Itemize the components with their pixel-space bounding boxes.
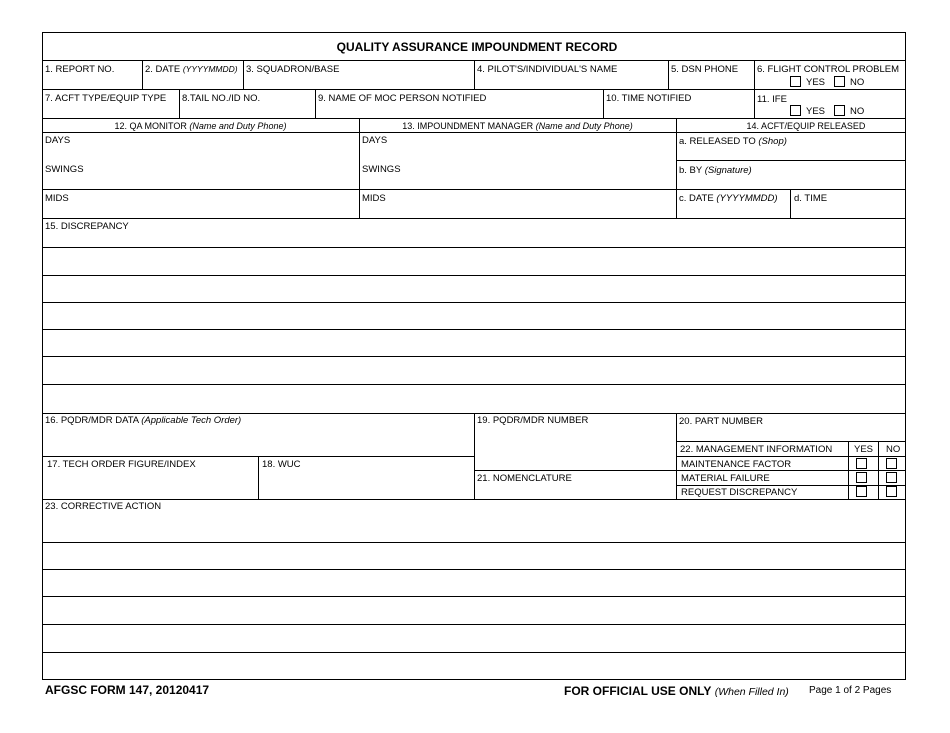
pqdr-note: (Applicable Tech Order) <box>141 415 242 426</box>
im-mids-label: MIDS <box>362 193 386 204</box>
qa-monitor-note: (Name and Duty Phone) <box>189 121 287 131</box>
qa-swings-label: SWINGS <box>45 164 84 175</box>
imp-manager-note: (Name and Duty Phone) <box>535 121 633 131</box>
request-discrepancy-yes-checkbox[interactable] <box>856 486 867 497</box>
rule <box>754 60 755 118</box>
wuc-label: 18. WUC <box>262 459 301 470</box>
pqdr-number-label: 19. PQDR/MDR NUMBER <box>477 415 589 426</box>
tail-no-label: 8.TAIL NO./ID NO. <box>182 93 261 104</box>
squadron-field[interactable] <box>244 75 474 88</box>
mgmt-yes-header: YES <box>854 444 874 455</box>
released-to-note: (Shop) <box>758 136 787 147</box>
maintenance-factor-no-checkbox[interactable] <box>886 458 897 469</box>
report-no-field[interactable] <box>43 75 142 88</box>
ife-no-label: NO <box>850 106 865 117</box>
im-swings-label: SWINGS <box>362 164 401 175</box>
mgmt-no-header: NO <box>886 444 901 455</box>
request-discrepancy-no-checkbox[interactable] <box>886 486 897 497</box>
rule <box>676 485 906 486</box>
by-text: b. BY <box>679 165 703 176</box>
date-label-text: 2. DATE <box>145 64 181 75</box>
time-notified-field[interactable] <box>604 104 754 117</box>
by-note: (Signature) <box>704 165 752 176</box>
fcp-yes-checkbox[interactable] <box>790 76 801 87</box>
date-field[interactable] <box>143 75 243 88</box>
dsn-label: 5. DSN PHONE <box>671 64 739 75</box>
fcp-no-checkbox[interactable] <box>834 76 845 87</box>
squadron-label: 3. SQUADRON/BASE <box>246 64 340 75</box>
fouo-text: FOR OFFICIAL USE ONLY <box>564 684 712 698</box>
pilot-field[interactable] <box>475 75 668 88</box>
discrepancy-field[interactable] <box>43 232 905 412</box>
maintenance-factor-yes-checkbox[interactable] <box>856 458 867 469</box>
rule <box>676 413 677 499</box>
qa-days-field[interactable] <box>43 146 359 188</box>
rule <box>258 456 259 499</box>
fcp-no-label: NO <box>850 77 865 88</box>
rule <box>848 441 849 499</box>
mgmt-info-label: 22. MANAGEMENT INFORMATION <box>680 444 833 455</box>
fouo-notice <box>564 684 789 698</box>
rule <box>42 132 906 133</box>
corrective-action-label: 23. CORRECTIVE ACTION <box>45 501 162 512</box>
rule <box>790 189 791 218</box>
mgmt-item-label: MAINTENANCE FACTOR <box>681 459 792 470</box>
moc-field[interactable] <box>316 104 603 117</box>
qa-monitor-title: 12. QA MONITOR <box>114 121 187 131</box>
discrepancy-label: 15. DISCREPANCY <box>45 221 129 232</box>
rule <box>676 118 677 218</box>
rule <box>878 441 879 499</box>
form-title: QUALITY ASSURANCE IMPOUNDMENT RECORD <box>336 40 618 54</box>
qa-monitor-header <box>42 121 359 132</box>
rule <box>474 470 906 471</box>
ife-yes-checkbox[interactable] <box>790 105 801 116</box>
ife-no-checkbox[interactable] <box>834 105 845 116</box>
rule <box>676 441 906 442</box>
rule <box>359 118 360 218</box>
fcp-yes-label: YES <box>806 77 826 88</box>
c-date-note: (YYYYMMDD) <box>716 193 778 204</box>
rule <box>42 189 906 190</box>
corrective-action-field[interactable] <box>43 512 905 679</box>
qa-days-label: DAYS <box>45 135 71 146</box>
rule <box>474 413 475 499</box>
mgmt-item-label: REQUEST DISCREPANCY <box>681 487 798 498</box>
dsn-field[interactable] <box>669 75 754 88</box>
c-date-label <box>679 193 778 204</box>
released-header: 14. ACFT/EQUIP RELEASED <box>746 121 866 131</box>
date-format-note: (YYYYMMDD) <box>182 64 238 74</box>
mgmt-item-label: MATERIAL FAILURE <box>681 473 770 484</box>
moc-label: 9. NAME OF MOC PERSON NOTIFIED <box>318 93 487 104</box>
material-failure-yes-checkbox[interactable] <box>856 472 867 483</box>
imp-manager-header <box>359 121 676 132</box>
fcp-label: 6. FLIGHT CONTROL PROBLEM <box>757 64 899 75</box>
rule <box>42 89 906 90</box>
qa-mids-label: MIDS <box>45 193 69 204</box>
form-id: AFGSC FORM 147, 20120417 <box>45 683 210 697</box>
released-to-label <box>679 136 787 147</box>
released-to-text: a. RELEASED TO <box>679 136 756 147</box>
rule <box>676 456 906 457</box>
date-label <box>145 64 238 75</box>
pqdr-text: 16. PQDR/MDR DATA <box>45 415 139 426</box>
imp-manager-title: 13. IMPOUNDMENT MANAGER <box>402 121 534 131</box>
tail-no-field[interactable] <box>180 104 315 117</box>
report-no-label: 1. REPORT NO. <box>45 64 115 75</box>
c-date-text: c. DATE <box>679 193 714 204</box>
d-time-label: d. TIME <box>794 193 828 204</box>
rule <box>676 160 906 161</box>
material-failure-no-checkbox[interactable] <box>886 472 897 483</box>
ife-label: 11. IFE <box>757 94 787 105</box>
rule <box>42 218 906 219</box>
ife-yes-label: YES <box>806 106 826 117</box>
tech-order-label: 17. TECH ORDER FIGURE/INDEX <box>47 459 196 470</box>
im-days-label: DAYS <box>362 135 388 146</box>
rule <box>42 499 906 500</box>
acft-type-field[interactable] <box>43 104 179 117</box>
by-label <box>679 165 752 176</box>
acft-type-label: 7. ACFT TYPE/EQUIP TYPE <box>45 93 167 104</box>
nomenclature-label: 21. NOMENCLATURE <box>477 473 572 484</box>
part-number-label: 20. PART NUMBER <box>679 416 763 427</box>
pqdr-label <box>45 415 241 426</box>
rule <box>42 118 906 119</box>
page-count: Page 1 of 2 Pages <box>809 685 892 696</box>
fouo-note: (When Filled In) <box>714 686 789 698</box>
time-notified-label: 10. TIME NOTIFIED <box>606 93 692 104</box>
pilot-label: 4. PILOT'S/INDIVIDUAL'S NAME <box>477 64 618 75</box>
